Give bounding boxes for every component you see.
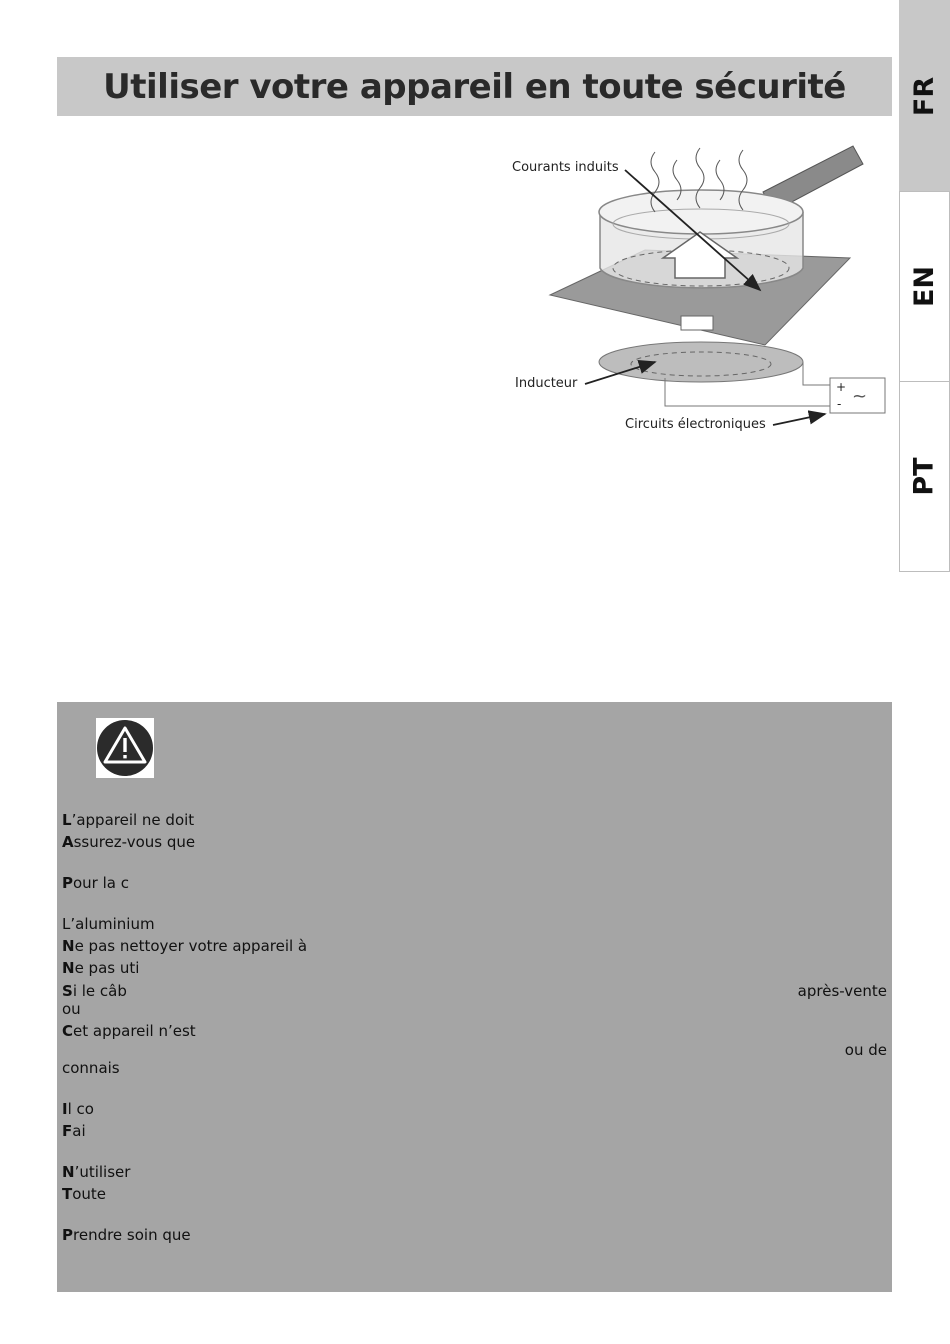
warning-line: Prendre soin que (62, 1226, 191, 1244)
warning-line: connais (62, 1059, 120, 1077)
warning-line: Si le câb (62, 982, 127, 1000)
language-tabs (899, 0, 950, 572)
tab-fr[interactable] (899, 0, 950, 192)
safety-warning-box (57, 702, 892, 1292)
warning-line: Cet appareil n’est (62, 1022, 196, 1040)
tab-en-label: EN (908, 265, 940, 308)
minus-sign: - (837, 397, 842, 411)
circuits-pointer (773, 414, 825, 425)
warning-fragment-right: ou de (844, 1041, 887, 1059)
warning-fragment-right: après-vente (797, 982, 887, 1000)
tab-fr-label: FR (908, 76, 940, 116)
page-title-bar (57, 57, 892, 116)
warning-line: Toute (62, 1185, 107, 1203)
page-title: Utiliser votre appareil en toute sécurité (103, 66, 846, 107)
plus-sign: + (836, 380, 847, 394)
warning-line: Ne pas uti (62, 959, 140, 977)
warning-line: Pour la c (62, 874, 129, 892)
warning-line: L’appareil ne doit (62, 811, 195, 829)
pan-rim (599, 190, 803, 234)
induction-diagram (505, 140, 895, 440)
tab-en[interactable] (899, 191, 950, 382)
warning-triangle-icon (96, 718, 154, 778)
tab-pt[interactable] (899, 381, 950, 572)
warning-line: Assurez-vous que (62, 833, 196, 851)
warning-line: ou (62, 1000, 81, 1018)
warning-line: N’utiliser (62, 1163, 131, 1181)
label-currents: Courants induits (512, 160, 619, 175)
warning-line: Fai (62, 1122, 86, 1140)
ac-symbol: ~ (852, 386, 868, 407)
warning-line: Il co (62, 1100, 94, 1118)
warning-line: L’aluminium (62, 915, 155, 933)
induction-illustration (505, 140, 895, 440)
label-inductor: Inducteur (515, 376, 578, 391)
label-circuits: Circuits électroniques (625, 417, 766, 432)
tab-pt-label: PT (909, 457, 940, 496)
warning-line: Ne pas nettoyer votre appareil à (62, 937, 308, 955)
